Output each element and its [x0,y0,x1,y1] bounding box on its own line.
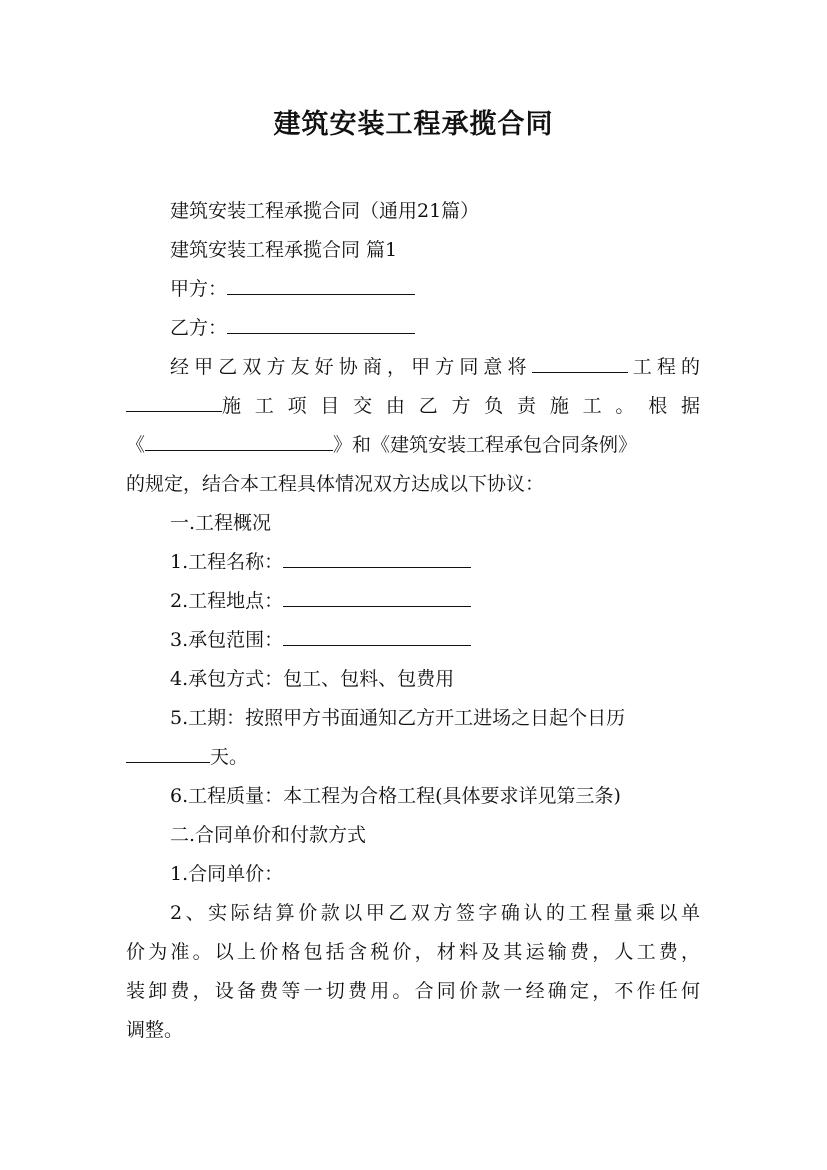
party-a-blank [227,274,415,295]
party-a-label: 甲方： [170,278,228,300]
intro-text-2: 施工项目交由乙方负责施工。根据 [222,395,700,417]
item3-line [170,625,471,655]
part1-heading: 一.工程概况 [170,512,272,534]
intro-line-2 [126,391,700,421]
intro-line-3 [126,430,637,460]
item3-label: 3.承包范围： [170,629,284,651]
party-a-line [170,274,415,304]
item6-line: 6.工程质量：本工程为合格工程(具体要求详见第三条) [170,785,621,807]
document-title: 建筑安装工程承揽合同 [273,109,554,140]
project-name-blank [283,547,471,568]
item4-line: 4.承包方式：包工、包料、包费用 [170,668,455,690]
item5-suffix: 天。 [210,746,249,768]
intro-text-1a: 经甲乙双方友好协商，甲方同意将 [170,356,532,378]
intro-text-1b: 工程的 [627,356,700,378]
scope-blank [126,391,222,412]
subtitle: 建筑安装工程承揽合同（通用21篇） [170,200,480,222]
project-location-blank [283,586,471,607]
contract-scope-blank [283,625,471,646]
item5-line-2 [126,742,248,772]
part2-heading: 二.合同单价和付款方式 [170,824,367,846]
item1-line [170,547,471,577]
p2-item2-line-4: 调整。 [126,1019,184,1041]
project-blank [532,352,628,373]
item1-label: 1.工程名称： [170,551,284,573]
item5-line-1: 5.工期：按照甲方书面通知乙方开工进场之日起个日历 [170,707,626,729]
intro-text-3a: 《 [126,434,146,456]
p2-item2-line-1: 2、实际结算价款以甲乙双方签字确认的工程量乘以单 [170,902,700,924]
section-heading: 建筑安装工程承揽合同 篇1 [170,239,398,261]
p2-item2-line-3: 装卸费，设备费等一切费用。合同价款一经确定，不作任何 [126,980,700,1002]
p2-item2-line-2: 价为准。以上价格包括含税价，材料及其运输费，人工费， [126,941,700,963]
party-b-line [170,313,415,343]
intro-line-1 [170,352,700,382]
item2-label: 2.工程地点： [170,590,284,612]
intro-text-3b: 》和《建筑安装工程承包合同条例》 [333,434,638,456]
p2-item1-line: 1.合同单价： [170,863,284,885]
intro-line-4: 的规定，结合本工程具体情况双方达成以下协议： [126,473,545,495]
calendar-days-blank [126,742,210,763]
regulation-blank [145,430,333,451]
party-b-blank [227,313,415,334]
party-b-label: 乙方： [170,317,228,339]
item2-line [170,586,471,616]
